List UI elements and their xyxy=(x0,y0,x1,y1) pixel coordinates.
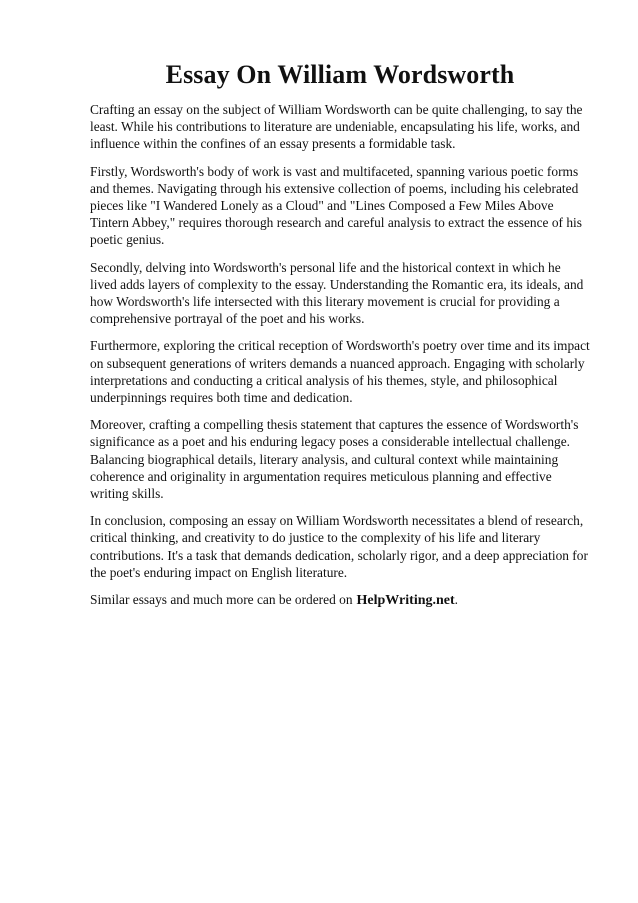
document-page xyxy=(90,58,590,609)
paragraph-critical-reception: Furthermore, exploring the critical reception of Wordsworth's poetry over time and its impact on subsequent generations of writers demands a nuanced approach. Engaging with scholarly interpretations and conducting a critical analysis of his themes, style, and philosophical underpinnings requires both time and dedication. xyxy=(90,338,590,406)
helpwriting-link[interactable]: HelpWriting.net xyxy=(356,593,455,609)
promo-line xyxy=(90,591,590,609)
paragraph-thesis: Moreover, crafting a compelling thesis statement that captures the essence of Wordsworth's significance as a poet and his enduring legacy poses a considerable intellectual challenge. Balancing biographical details, literary analysis, and cultural context while maintaining coherence and originality in argumentation requires meticulous planning and effective writing skills. xyxy=(90,417,579,502)
paragraph-intro: Crafting an essay on the subject of William Wordsworth can be quite challenging, to say the least. While his contributions to literature are undeniable, encapsulating his life, works, and influence within the confines of an essay presents a formidable task. xyxy=(90,102,583,152)
document-title: Essay On William Wordsworth xyxy=(165,60,515,89)
promo-text: Similar essays and much more can be ordered on xyxy=(90,592,353,608)
paragraph-personal-life: Secondly, delving into Wordsworth's personal life and the historical context in which he lived adds layers of complexity to the essay. Understanding the Romantic era, its ideals, and how Wordsworth's life intersected with this literary movement is crucial for providing a comprehensive portrayal of the poet and his works. xyxy=(90,259,584,327)
paragraph-conclusion: In conclusion, composing an essay on William Wordsworth necessitates a blend of research, critical thinking, and creativity to do justice to the complexity of his life and literary contributions. It's a task that demands dedication, scholarly rigor, and a deep appreciation for the poet's enduring impact on English literature. xyxy=(90,513,588,580)
paragraph-body-of-work: Firstly, Wordsworth's body of work is vast and multifaceted, spanning various poetic forms and themes. Navigating through his extensive collection of poems, including his celebrated pieces like "I Wandered Lonely as a Cloud" and "Lines Composed a Few Miles Above Tintern Abbey," requires thorough research and careful analysis to extract the essence of his poetic genius. xyxy=(90,163,582,248)
promo-period: . xyxy=(454,592,459,608)
